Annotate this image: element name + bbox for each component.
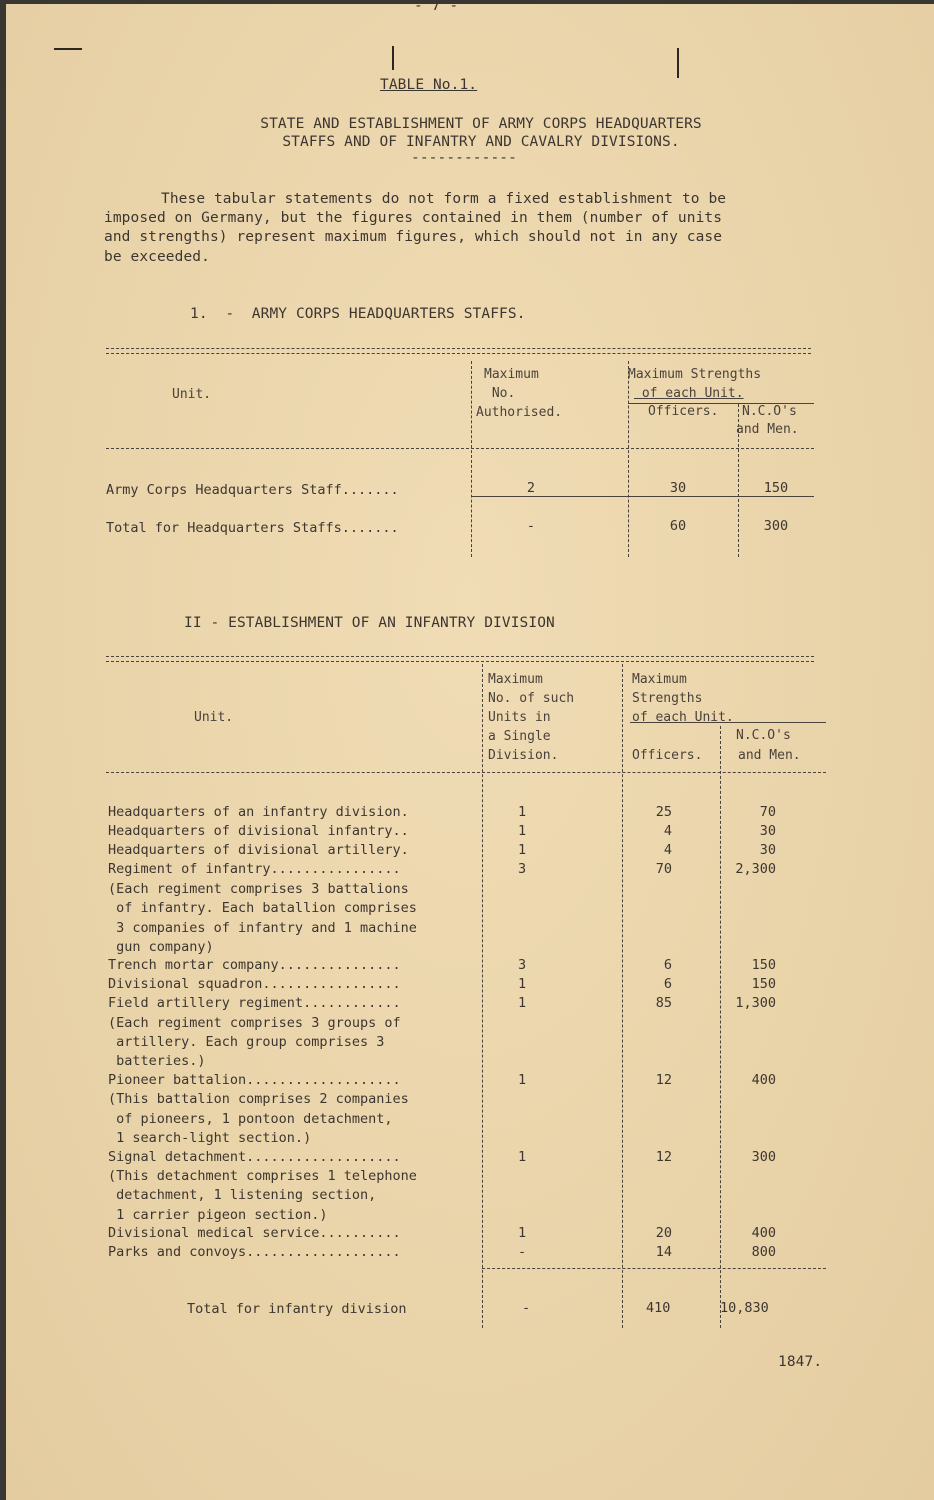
double-rule: [106, 348, 811, 354]
row-note: of infantry. Each batallion comprises: [108, 900, 417, 916]
row-unit: Pioneer battalion...................: [108, 1072, 401, 1088]
row-max-no: 1: [518, 842, 527, 858]
total-officers: 60: [669, 518, 687, 534]
row-ncos: 150: [751, 957, 776, 973]
row-note: gun company): [108, 939, 214, 955]
header-strengths-2: Strengths: [632, 691, 703, 706]
row-note: 1 carrier pigeon section.): [108, 1207, 328, 1223]
row-ncos: 2,300: [735, 861, 776, 877]
row-unit: Parks and convoys...................: [108, 1244, 401, 1260]
header-max-no-3: Authorised.: [476, 405, 563, 420]
total-officers: 410: [646, 1300, 671, 1316]
column-divider: [482, 664, 483, 1328]
ink-mark: [54, 48, 82, 50]
row-officers: 30: [669, 480, 687, 496]
footer-number: 1847.: [778, 1354, 823, 1370]
row-note: (Each regiment comprises 3 battalions: [108, 881, 409, 897]
total-ncos: 10,830: [720, 1300, 769, 1316]
header-max-no-2: No.: [484, 386, 516, 401]
row-note: detachment, 1 listening section,: [108, 1187, 377, 1203]
header-unit: Unit.: [172, 387, 212, 402]
total-max-no: -: [526, 518, 536, 534]
row-officers: 6: [663, 957, 672, 973]
row-note: (This battalion comprises 2 companies: [108, 1091, 409, 1107]
row-rule: [471, 496, 814, 497]
row-ncos: 300: [751, 1149, 776, 1165]
row-ncos: 800: [751, 1244, 776, 1260]
row-officers: 12: [655, 1149, 672, 1165]
row-officers: 4: [663, 842, 672, 858]
header-strengths-3: of each Unit.: [632, 710, 734, 725]
row-unit: Divisional squadron.................: [108, 976, 401, 992]
header-strengths-2: of each Unit.: [634, 386, 744, 401]
ink-mark: [677, 48, 679, 78]
page-number: - 7 -: [414, 0, 459, 14]
row-max-no: 1: [518, 804, 527, 820]
row-officers: 6: [663, 976, 672, 992]
row-note: batteries.): [108, 1053, 206, 1069]
row-max-no: 1: [518, 976, 527, 992]
row-unit: Regiment of infantry................: [108, 861, 401, 877]
row-unit: Headquarters of divisional infantry..: [108, 823, 409, 839]
row-officers: 85: [655, 995, 672, 1011]
total-unit: Total for Headquarters Staffs.......: [106, 520, 399, 536]
header-ncos-2: and Men.: [738, 748, 801, 763]
column-divider: [622, 664, 623, 1328]
intro-line-4: be exceeded.: [104, 249, 210, 265]
row-ncos: 70: [759, 804, 776, 820]
row-ncos: 150: [763, 480, 789, 496]
header-ncos-2: and Men.: [736, 422, 799, 437]
row-max-no: 1: [518, 1225, 527, 1241]
header-strengths-1: Maximum: [632, 672, 687, 687]
header-officers: Officers.: [632, 748, 703, 763]
row-max-no: 3: [518, 861, 527, 877]
header-max-no-3: Units in: [488, 710, 551, 725]
header-max-no-4: a Single: [488, 729, 551, 744]
intro-line-1: These tabular statements do not form a fixed establishment to be: [161, 191, 727, 207]
row-officers: 25: [655, 804, 672, 820]
row-ncos: 1,300: [735, 995, 776, 1011]
column-divider: [720, 726, 721, 1328]
section2-heading: II - ESTABLISHMENT OF AN INFANTRY DIVISION: [184, 615, 555, 631]
row-ncos: 150: [751, 976, 776, 992]
row-note: (This detachment comprises 1 telephone: [108, 1168, 417, 1184]
header-max-no-2: No. of such: [488, 691, 575, 706]
header-max-no-5: Division.: [488, 748, 559, 763]
intro-line-2: imposed on Germany, but the figures contained in them (number of units: [104, 210, 723, 226]
row-officers: 20: [655, 1225, 672, 1241]
total-unit: Total for infantry division: [187, 1301, 407, 1317]
ink-mark: [392, 46, 394, 70]
row-max-no: 1: [518, 1072, 527, 1088]
row-ncos: 400: [751, 1225, 776, 1241]
row-max-no: 1: [518, 823, 527, 839]
row-note: artillery. Each group comprises 3: [108, 1034, 385, 1050]
row-unit: Signal detachment...................: [108, 1149, 401, 1165]
row-unit: Army Corps Headquarters Staff.......: [106, 482, 399, 498]
header-max-no-1: Maximum: [488, 672, 543, 687]
total-max-no: -: [522, 1300, 531, 1316]
header-strengths-1: Maximum Strengths: [628, 367, 762, 382]
row-note: (Each regiment comprises 3 groups of: [108, 1015, 401, 1031]
section1-heading: 1. - ARMY CORPS HEADQUARTERS STAFFS.: [190, 306, 526, 322]
row-unit: Trench mortar company...............: [108, 957, 401, 973]
row-officers: 4: [663, 823, 672, 839]
column-divider: [471, 361, 472, 557]
table-label: TABLE No.1.: [380, 77, 478, 93]
total-ncos: 300: [763, 518, 789, 534]
header-ncos-1: N.C.O's: [736, 728, 791, 743]
row-note: 1 search-light section.): [108, 1130, 312, 1146]
row-ncos: 400: [751, 1072, 776, 1088]
title-rule: ------------: [411, 150, 517, 166]
total-rule: [482, 1268, 826, 1269]
title-line-2: STAFFS AND OF INFANTRY AND CAVALRY DIVISIONS.: [282, 134, 680, 150]
row-max-no: 2: [526, 480, 536, 496]
row-officers: 70: [655, 861, 672, 877]
row-max-no: 1: [518, 995, 527, 1011]
header-bottom-rule: [106, 772, 826, 773]
row-officers: 14: [655, 1244, 672, 1260]
row-unit: Field artillery regiment............: [108, 995, 401, 1011]
row-max-no: 1: [518, 1149, 527, 1165]
row-max-no: 3: [518, 957, 527, 973]
document-page: [6, 0, 934, 1500]
header-bottom-rule: [106, 448, 814, 449]
header-officers: Officers.: [648, 404, 719, 419]
header-max-no-1: Maximum: [484, 367, 539, 382]
row-note: of pioneers, 1 pontoon detachment,: [108, 1111, 393, 1127]
row-ncos: 30: [759, 823, 776, 839]
row-unit: Headquarters of an infantry division.: [108, 804, 409, 820]
row-note: 3 companies of infantry and 1 machine: [108, 920, 417, 936]
row-officers: 12: [655, 1072, 672, 1088]
header-unit: Unit.: [194, 710, 234, 725]
row-max-no: -: [518, 1244, 527, 1260]
intro-line-3: and strengths) represent maximum figures, which should not in any case: [104, 229, 723, 245]
title-line-1: STATE AND ESTABLISHMENT OF ARMY CORPS HEADQUARTERS: [260, 116, 702, 132]
row-unit: Headquarters of divisional artillery.: [108, 842, 409, 858]
double-rule: [106, 656, 814, 662]
header-ncos-1: N.C.O's: [742, 404, 797, 419]
row-unit: Divisional medical service..........: [108, 1225, 401, 1241]
row-ncos: 30: [759, 842, 776, 858]
